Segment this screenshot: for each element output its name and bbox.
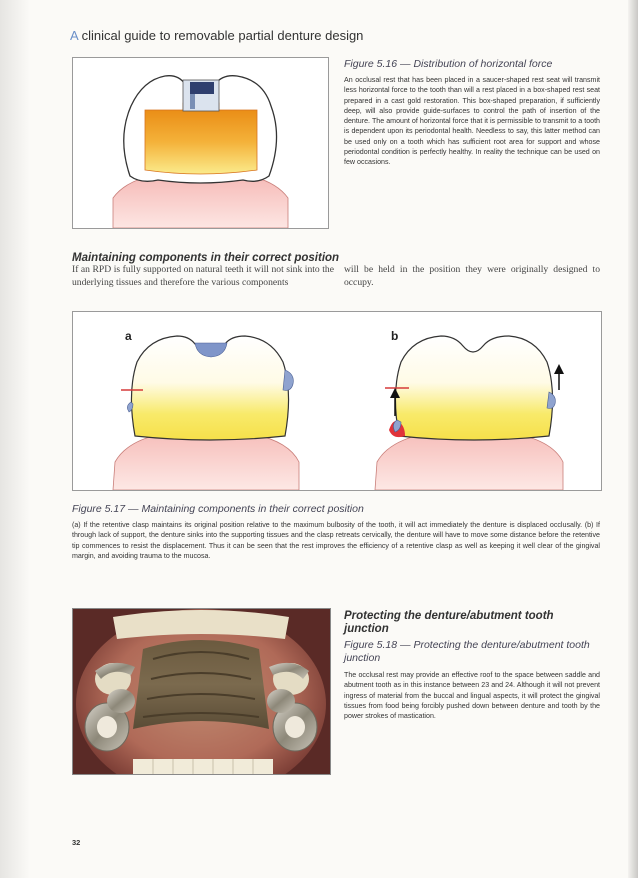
running-head-initial: A bbox=[70, 28, 78, 43]
lower-incisors bbox=[133, 759, 273, 774]
clasp-position-diagram bbox=[73, 312, 601, 490]
figure-5-16-illustration bbox=[72, 57, 329, 229]
retentive-clasp-a bbox=[283, 370, 293, 390]
page-number: 32 bbox=[72, 838, 81, 847]
figure-5-16-text: An occlusal rest that has been placed in a saucer-shaped rest seat will transmit less horizontal force to the tooth than will a rest placed in a box-shaped rest seat prepared in a cast gold restoration. This box-shaped preparation, if sufficiently deep, will also provide guide-surfaces to control the path of insertion of the denture. The amount of horizontal force that it is permissible to transmit to a tooth is dependent upon its periodontal health. Needless to say, this latter method can be used only on a tooth which has sufficient root area for support and whose periodontal condition is perfectly healthy. In reality the technique can be used on few occasions. bbox=[344, 76, 600, 167]
cast-gold-restoration bbox=[145, 103, 257, 174]
figure-5-18-title: Figure 5.18 — Protecting the denture/abutment tooth junction bbox=[344, 639, 590, 664]
maintaining-heading: Maintaining components in their correct position bbox=[72, 252, 340, 264]
tooth-crown-b bbox=[395, 336, 552, 440]
figure-5-17-illustration bbox=[72, 311, 602, 491]
figure-5-17-caption bbox=[72, 503, 600, 561]
figure-5-17-title: Figure 5.17 — Maintaining components in their correct position bbox=[72, 503, 364, 515]
page-gutter-shadow bbox=[0, 0, 30, 878]
figure-5-17-text: (a) If the retentive clasp maintains its original position relative to the maximum bulbosity of the tooth, it will act immediately the denture is displaced occlusally. (b) If through lack of support, the denture sinks into the supporting tissues and the clasp retreats cervically, the denture will have to move some distance before the retentive tip commences to resist the displacement. Thus it can be seen that the rest improves the efficiency of a retentive clasp as well as keeping it well clear of the gingival margin, and avoiding trauma to the mucosa. bbox=[72, 521, 600, 560]
panel-label-b: b bbox=[391, 329, 399, 343]
tooth-box-rest-diagram bbox=[73, 58, 328, 228]
book-spine-edge bbox=[628, 0, 638, 878]
denture-clinical-photo bbox=[73, 609, 330, 774]
occlusal-rest bbox=[190, 82, 214, 94]
right-premolar bbox=[267, 689, 295, 713]
maintaining-text-col2: will be held in the position they were originally designed to occupy. bbox=[344, 264, 600, 288]
protecting-heading: Protecting the denture/abutment tooth junction bbox=[344, 610, 554, 635]
protecting-section bbox=[344, 610, 600, 721]
figure-5-16-title: Figure 5.16 — Distribution of horizontal force bbox=[344, 58, 553, 70]
figure-5-18-photo bbox=[72, 608, 331, 775]
arrowhead-b-right bbox=[554, 364, 564, 374]
left-premolar bbox=[107, 689, 135, 713]
panel-label-a: a bbox=[125, 329, 132, 343]
maintaining-text-col1: If an RPD is fully supported on natural teeth it will not sink into the underlying tissues and therefore the various components bbox=[72, 264, 334, 288]
rest-minor-connector bbox=[190, 94, 195, 109]
running-head bbox=[70, 28, 363, 43]
figure-5-16-caption bbox=[344, 58, 600, 168]
running-head-text: clinical guide to removable partial denture design bbox=[77, 28, 364, 43]
figure-5-18-text: The occlusal rest may provide an effective roof to the space between saddle and abutment tooth as in this instance between 23 and 24. Although it will not prevent ingress of material from the buccal and lingual aspects, it will protect the gingival tissues from food being forcibly pushed down between denture and tooth by the power strokes of mastication. bbox=[344, 671, 600, 721]
